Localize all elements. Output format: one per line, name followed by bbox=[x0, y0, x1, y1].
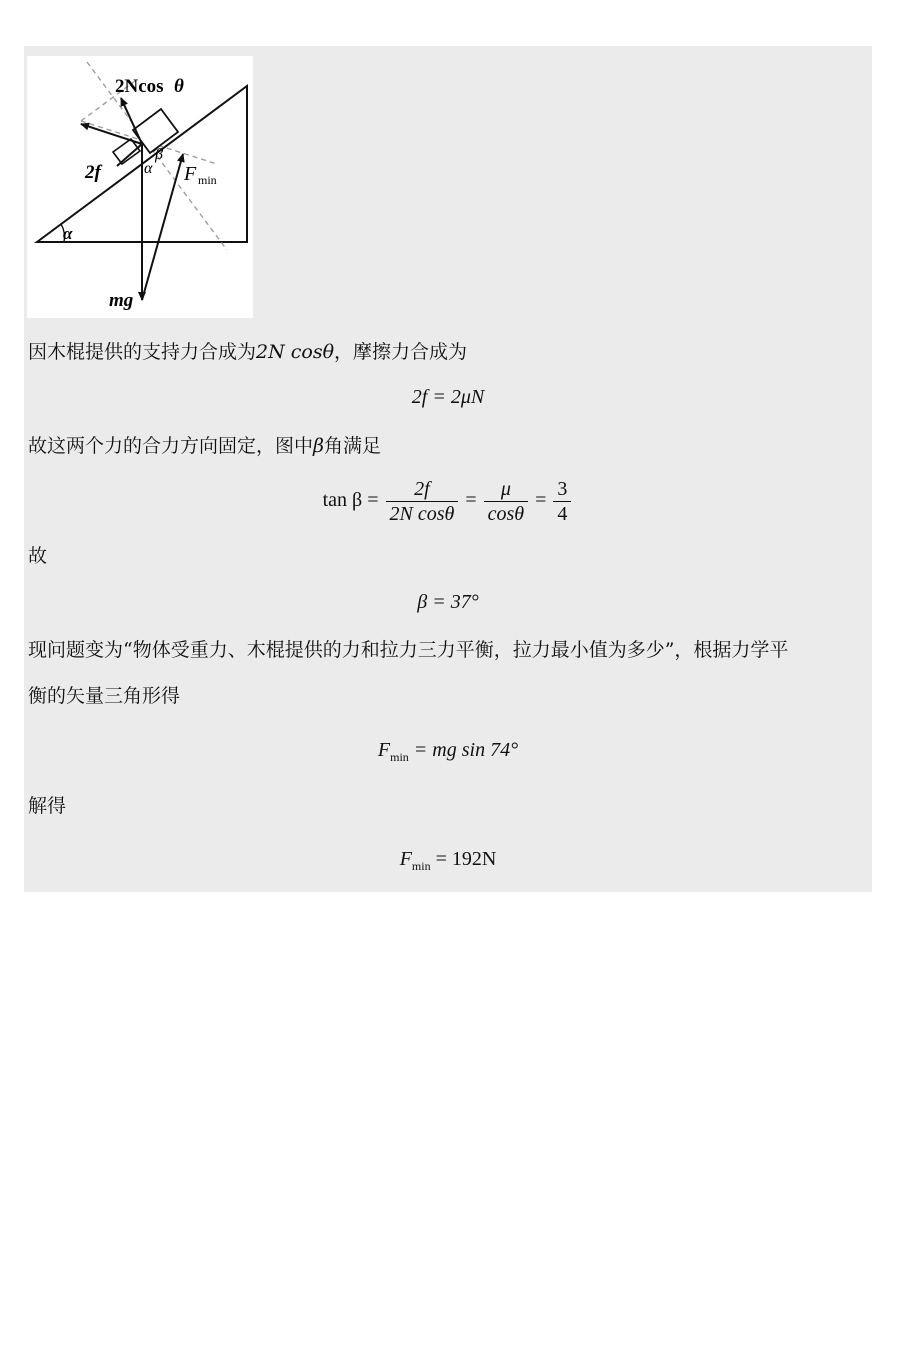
equation-beta: β = 37° bbox=[417, 591, 479, 613]
p2-text-b: 角满足 bbox=[324, 435, 382, 457]
equation-fmin bbox=[24, 738, 872, 769]
label-fmin-sub: min bbox=[198, 173, 217, 187]
solution-panel bbox=[24, 46, 872, 892]
fraction-1 bbox=[386, 477, 459, 526]
eq4-sub: min bbox=[390, 750, 409, 764]
label-theta: θ bbox=[174, 76, 184, 97]
paragraph-5: 解得 bbox=[28, 795, 67, 817]
label-fmin-f: F bbox=[184, 163, 197, 185]
eq5-rest: = 192N bbox=[430, 848, 497, 870]
paragraph-1 bbox=[28, 340, 467, 364]
fraction-3-numerator: 3 bbox=[553, 477, 571, 502]
arrow-resultant bbox=[81, 124, 142, 144]
paragraph-4-line-1: 现问题变为“物体受重力、木棍提供的力和拉力三力平衡，拉力最小值为多少”，根据力学平 bbox=[28, 639, 789, 661]
p1-expression: 2N cosθ bbox=[256, 341, 335, 363]
fraction-1-numerator: 2f bbox=[386, 477, 459, 502]
fraction-2 bbox=[484, 477, 528, 526]
paragraph-3: 故 bbox=[28, 545, 48, 567]
eq5-f: F bbox=[399, 848, 412, 870]
p2-text-a: 故这两个力的合力方向固定，图中 bbox=[28, 435, 314, 457]
p1-text-b: ，摩擦力合成为 bbox=[334, 341, 468, 363]
eq2-equals-2: = bbox=[535, 489, 547, 511]
eq4-f: F bbox=[377, 739, 391, 761]
force-diagram bbox=[27, 56, 253, 318]
eq2-lhs: tan β = bbox=[322, 489, 379, 511]
eq2-equals-1: = bbox=[465, 489, 477, 511]
fraction-1-denominator: 2N cosθ bbox=[389, 502, 455, 525]
equation-tan-beta bbox=[24, 476, 872, 526]
eq5-sub: min bbox=[411, 859, 431, 873]
label-alpha: α bbox=[144, 160, 153, 177]
label-angle-alpha: α bbox=[63, 224, 73, 243]
label-2ncos: 2Ncos bbox=[115, 76, 164, 97]
fraction-3-denominator: 4 bbox=[557, 502, 568, 525]
fraction-2-denominator: cosθ bbox=[487, 502, 525, 525]
label-beta: β bbox=[155, 146, 163, 163]
label-mg: mg bbox=[109, 290, 134, 311]
equation-friction: 2f = 2μN bbox=[411, 386, 485, 408]
force-diagram-svg bbox=[27, 56, 253, 318]
paragraph-4-line-2: 衡的矢量三角形得 bbox=[28, 685, 181, 707]
fraction-2-numerator: μ bbox=[484, 477, 528, 502]
p1-text-a: 因木棍提供的支持力合成为 bbox=[28, 341, 257, 363]
equation-result bbox=[24, 847, 872, 878]
fraction-3 bbox=[553, 477, 571, 526]
p2-beta: β bbox=[313, 435, 324, 457]
paragraph-2 bbox=[28, 434, 381, 458]
label-2f: 2f bbox=[85, 162, 101, 183]
eq4-rest: = mg sin 74° bbox=[408, 739, 519, 761]
